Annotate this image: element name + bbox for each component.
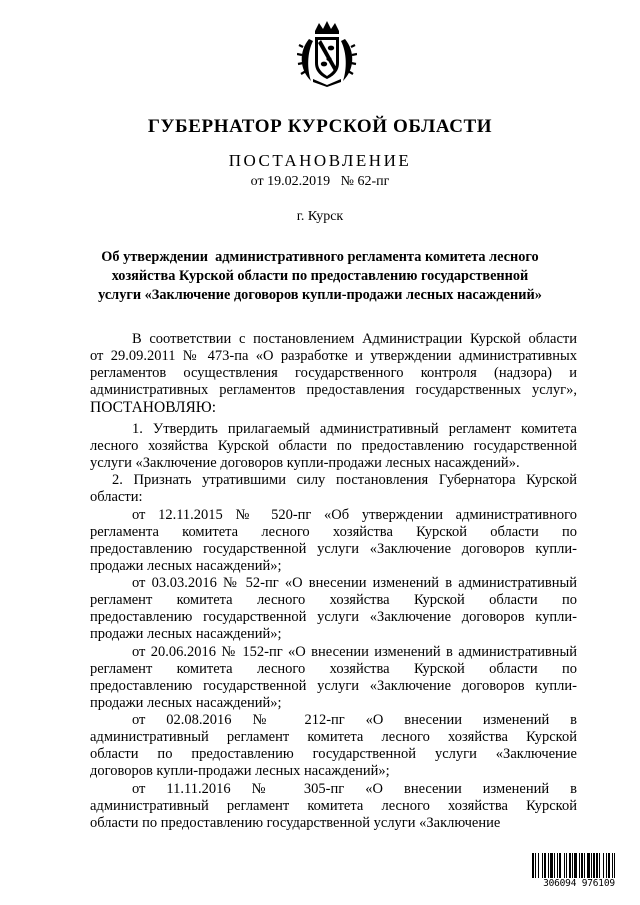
body-line: предоставлению государственной услуги «Заключение договоров купли- <box>90 609 577 625</box>
body-line: от 29.09.2011 № 473-па «О разработке и утверждении административных <box>90 348 577 364</box>
body-line: продажи лесных насаждений»; <box>90 695 282 711</box>
coat-of-arms-emblem <box>297 19 357 87</box>
body-line: от 20.06.2016 № 152-пг «О внесении изменений в административный <box>132 644 577 660</box>
city: г. Курск <box>296 209 344 224</box>
body-line: услуги «Заключение договоров купли-продажи лесных насаждений». <box>90 455 520 471</box>
body-line: от 11.11.2016 № 305-пг «О внесении изменений в <box>132 781 577 797</box>
decree-type: ПОСТАНОВЛЕНИЕ <box>228 151 412 170</box>
body-line: предоставлению государственной услуги «Заключение договоров купли- <box>90 678 577 694</box>
body-line: регламент комитета лесного хозяйства Курской области по <box>90 661 577 677</box>
body-line: регламент комитета лесного хозяйства Курской области по <box>90 592 577 608</box>
body-line: договоров купли-продажи лесных насаждений»; <box>90 763 390 779</box>
body-line: от 02.08.2016 № 212-пг «О внесении изменений в <box>132 712 577 728</box>
body-line: от 03.03.2016 № 52-пг «О внесении изменений в административный <box>132 575 577 591</box>
body-line: области: <box>90 489 143 505</box>
body-line: административный регламент комитета лесного хозяйства Курской <box>90 798 577 814</box>
body-line: В соответствии с постановлением Администрации Курской области <box>132 331 577 347</box>
subject-line: Об утверждении административного регламента комитета лесного <box>101 249 539 265</box>
body-line: регламентов осуществления государственного контроля (надзора) и <box>90 365 577 381</box>
barcode-number: 306094 976109 <box>531 878 627 890</box>
body-line: продажи лесных насаждений»; <box>90 626 282 642</box>
body-line: области по предоставлению государственной услуги «Заключение <box>90 815 501 831</box>
body-line: области по предоставлению государственной услуги «Заключение <box>90 746 577 762</box>
body-line: регламента комитета лесного хозяйства Курской области по <box>90 524 577 540</box>
body-line: лесного хозяйства Курской области по предоставлению государственной <box>90 438 577 454</box>
body-line: продажи лесных насаждений»; <box>90 558 282 574</box>
body-line: ПОСТАНОВЛЯЮ: <box>90 399 217 416</box>
subject-line: хозяйства Курской области по предоставлению государственной <box>111 268 529 284</box>
body-line: предоставлению государственной услуги «Заключение договоров купли- <box>90 541 577 557</box>
body-line: 2. Признать утратившими силу постановления Губернатора Курской <box>112 472 577 488</box>
body-line: от 12.11.2015 № 520-пг «Об утверждении административного <box>132 507 577 523</box>
subject-line: услуги «Заключение договоров купли-продажи лесных насаждений» <box>98 287 542 303</box>
body-line: административный регламент комитета лесного хозяйства Курской <box>90 729 577 745</box>
governor-title: ГУБЕРНАТОР КУРСКОЙ ОБЛАСТИ <box>147 116 493 137</box>
decree-date-number: от 19.02.2019 № 62-пг <box>250 174 390 189</box>
body-line: 1. Утвердить прилагаемый административный регламент комитета <box>132 421 577 437</box>
body-line: административных регламентов предоставления государственных услуг», <box>90 382 577 398</box>
